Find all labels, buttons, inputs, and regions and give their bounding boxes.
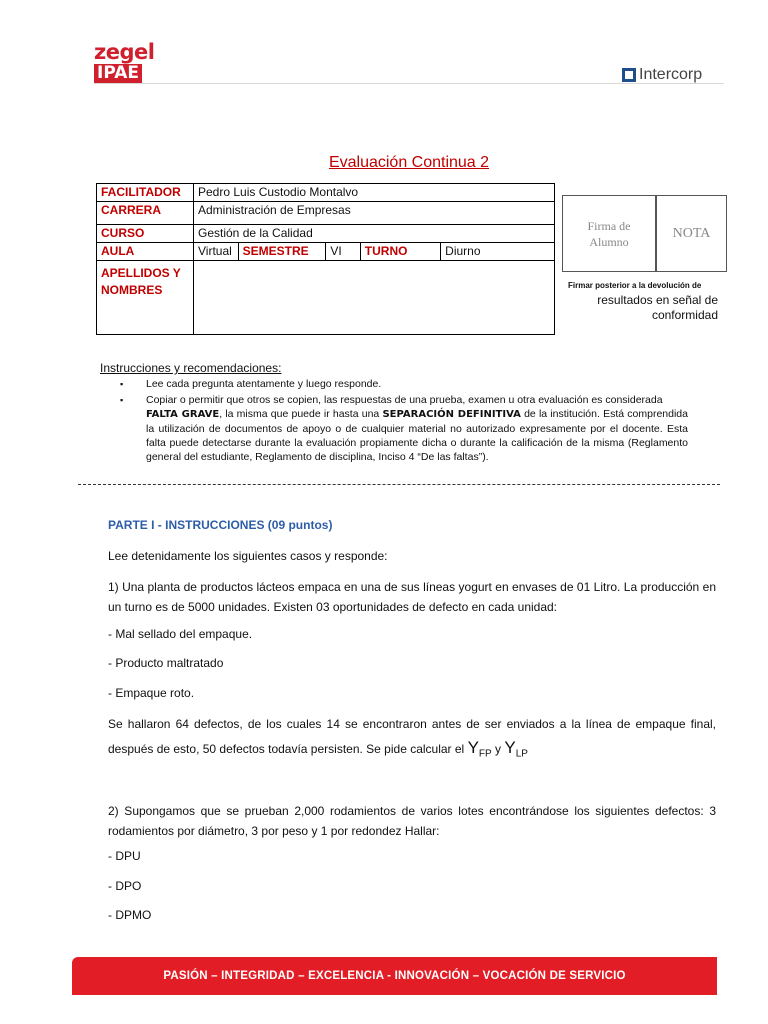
nota-label: NOTA [672,225,711,241]
page-title: Evaluación Continua 2 [328,154,490,171]
semestre-label: SEMESTRE [238,243,326,261]
apellidos-value[interactable] [194,261,555,335]
question-2-text: 2) Supongamos que se prueban 2,000 rodamientos de varios lotes encontrándose los siguientes defectos: 3 rodamientos por diámetro, 3 por peso y 1 por redondez Hallar: [108,804,716,838]
firmar-note-line2: resultados en señal de conformidad [597,293,718,322]
instruction-2-text-e: de la institución. Está comprendida la utilización de documentos de apoyo o de cualquier material no autorizado expresamente por el docente. Esta falta puede detectarse durante la evaluación propiamente dicha o durante la calificación de la misma (Reglamento general del estudiante, Reglamento de disciplina, Inciso 4 “De las faltas”). [146,408,688,463]
q1-option-2: - Producto maltratado [108,656,224,670]
student-info-table [96,183,555,335]
instructions-list [120,377,688,466]
q1-option-1: - Mal sellado del empaque. [108,627,253,641]
q2-option-dpmo: - DPMO [108,908,152,922]
question-1-detail [108,713,716,765]
curso-label: CURSO [97,225,194,243]
firma-box[interactable] [562,195,656,272]
carrera-label: CARRERA [97,202,194,225]
turno-value: Diurno [441,243,555,261]
separacion-definitiva-text: SEPARACIÓN DEFINITIVA [382,409,521,420]
apellidos-label: APELLIDOS Y NOMBRES [97,261,194,335]
turno-label: TURNO [360,243,440,261]
instructions-title: Instrucciones y recomendaciones: [100,361,282,375]
logo-ipae-text: IPAE [94,64,142,83]
q1-detail-text: Se hallaron 64 defectos, de los cuales 14 se encontraron antes de ser enviados a la línea de empaque final, después de esto, 50 defectos todavía persisten. Se pide calcular el [108,717,716,756]
logo-intercorp-text: Intercorp [639,66,703,83]
instruction-2-text-a: Copiar o permitir que otros se copien, las respuestas de una prueba, examen u otra evaluación es considerada [146,394,663,406]
curso-value: Gestión de la Calidad [194,225,555,243]
nota-box[interactable] [656,195,727,272]
y-sub-fp: FP [478,748,492,760]
q1-option-3: - Empaque roto. [108,686,195,700]
y-symbol-1: Y [467,738,479,757]
q2-option-dpo: - DPO [108,879,142,893]
instruction-item-2 [120,393,688,464]
intercorp-logo [622,66,702,84]
logo-zegel-text: zegel [94,40,155,64]
instruction-item-1: ▪ Lee cada pregunta atentamente y luego responde. [120,377,688,391]
firma-label: Firma de Alumno [587,218,631,249]
carrera-value: Administración de Empresas [194,202,555,225]
facilitador-label: FACILITADOR [97,184,194,202]
question-1-text: 1) Una planta de productos lácteos empaca en una de sus líneas yogurt en envases de 01 Litro. La producción en un turno es de 5000 unidades. Existen 03 oportunidades de defecto en cada unidad: [108,580,716,614]
semestre-value: VI [326,243,360,261]
y-symbol-2: Y [504,738,516,757]
intercorp-square-icon [622,68,636,82]
zegel-ipae-logo [94,42,154,83]
firmar-note-line1: Firmar posterior a la devolución de [568,281,702,290]
aula-value: Virtual [194,243,239,261]
and-text: y [491,742,505,756]
facilitador-value: Pedro Luis Custodio Montalvo [194,184,555,202]
footer-values-banner [72,957,717,995]
footer-text: PASIÓN – INTEGRIDAD – EXCELENCIA - INNOVACIÓN – VOCACIÓN DE SERVICIO [163,970,626,982]
q2-option-dpu: - DPU [108,849,141,863]
falta-grave-text: FALTA GRAVE [146,409,220,420]
parte-heading [108,515,716,535]
parte-title: PARTE I - INSTRUCCIONES (09 puntos) [108,518,333,532]
intro-text: Lee detenidamente los siguientes casos y responde: [108,549,388,563]
aula-label: AULA [97,243,194,261]
instruction-2-text-c: , la misma que puede ir hasta una [219,408,380,420]
dashed-separator [78,484,720,485]
y-sub-lp: LP [515,748,528,760]
